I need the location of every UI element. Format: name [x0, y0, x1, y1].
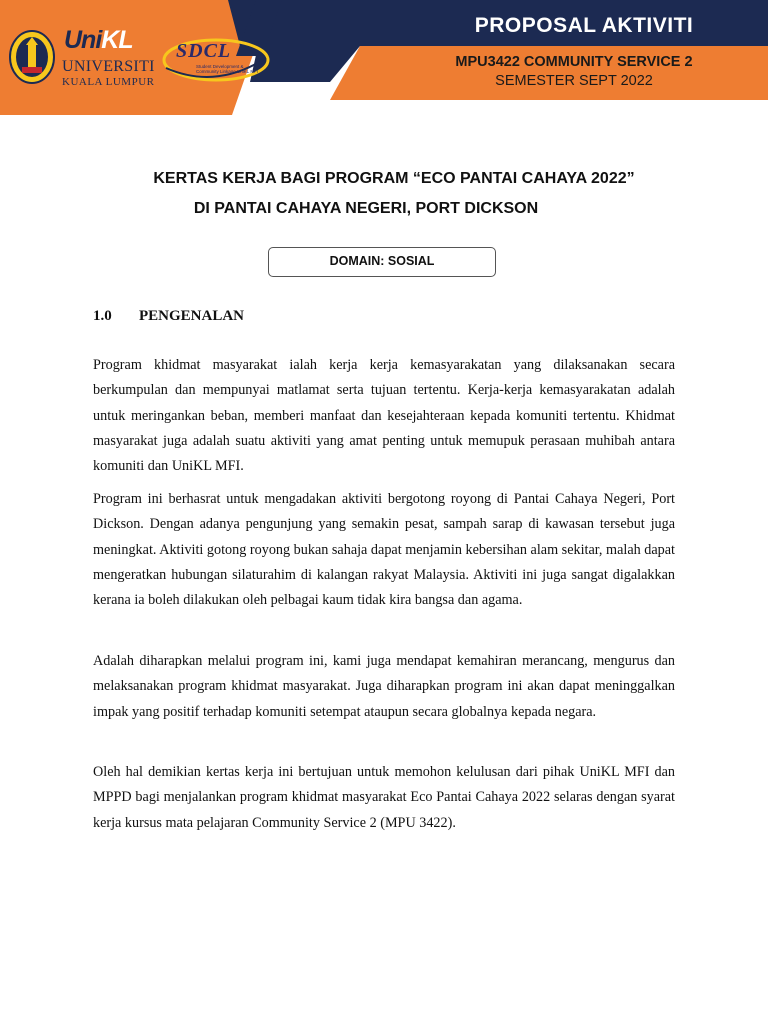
sdcl-logo-text: SDCL: [176, 40, 232, 62]
paragraph: Adalah diharapkan melalui program ini, kami juga mendapat kemahiran merancang, mengurus dan melaksanakan program khidmat masyarakat. Juga diharapkan program ini akan dapat meninggalkan impak yang positif terhadap komuniti setempat ataupun secara globalnya kepada negara.: [93, 653, 675, 720]
section-heading: [93, 308, 244, 325]
university-crest-icon: [8, 29, 56, 85]
paragraph: Program ini berhasrat untuk mengadakan aktiviti bergotong royong di Pantai Cahaya Negeri, Port Dickson. Dengan adanya pengunjung yang semakin pesat, sampah sarap di kawasan tersebut juga meningkat. Aktiviti gotong royong bukan sahaja dapat menjamin kebersihan alam sekitar, malah dapat mengeratkan hubungan silaturahim di kalangan rakyat Malaysia. Aktiviti ini juga sangat digalakkan kerana ia boleh dilakukan oleh pelbagai kaum tidak kira bangsa dan agama.: [93, 491, 675, 609]
domain-label-box: DOMAIN: SOSIAL: [268, 247, 496, 277]
section-title: PENGENALAN: [139, 308, 245, 324]
header-banner: [0, 0, 768, 115]
semester-label: SEMESTER SEPT 2022: [495, 73, 653, 89]
paragraph: Oleh hal demikian kertas kerja ini bertujuan untuk memohon kelulusan dari pihak UniKL MFI dan MPPD bagi menjalankan program khidmat masyarakat Eco Pantai Cahaya 2022 selaras dengan syarat kerja kursus mata pelajaran Community Service 2 (MPU 3422).: [93, 764, 675, 831]
sdcl-logo-tagline: Student Development & Community Linkage UniKL MFI: [196, 64, 259, 74]
document-title-line2: DI PANTAI CAHAYA NEGERI, PORT DICKSON: [193, 200, 539, 217]
paragraph: Program khidmat masyarakat ialah kerja kerja kemasyarakatan yang dilaksanakan secara berkumpulan dan mempunyai matlamat serta tujuan tertentu. Kerja-kerja kemasyarakatan adalah untuk meringankan beban, memberi manfaat dan kesejahteraan kepada komuniti tertentu. Khidmat masyarakat juga adalah suatu aktiviti yang amat penting untuk memupuk perasaan muhibah antara komuniti dan UniKL MFI.: [93, 357, 675, 475]
document-title-line1: KERTAS KERJA BAGI PROGRAM “ECO PANTAI CAHAYA 2022”: [153, 170, 635, 187]
unikl-logo-line2: KUALA LUMPUR: [62, 76, 155, 88]
unikl-logo-line1: UNIVERSITI: [62, 58, 155, 75]
header-title: PROPOSAL AKTIVITI: [474, 14, 694, 37]
unikl-logo-text: UniKL: [64, 26, 133, 54]
section-number: 1.0: [93, 308, 112, 324]
course-code: MPU3422 COMMUNITY SERVICE 2: [455, 54, 693, 70]
